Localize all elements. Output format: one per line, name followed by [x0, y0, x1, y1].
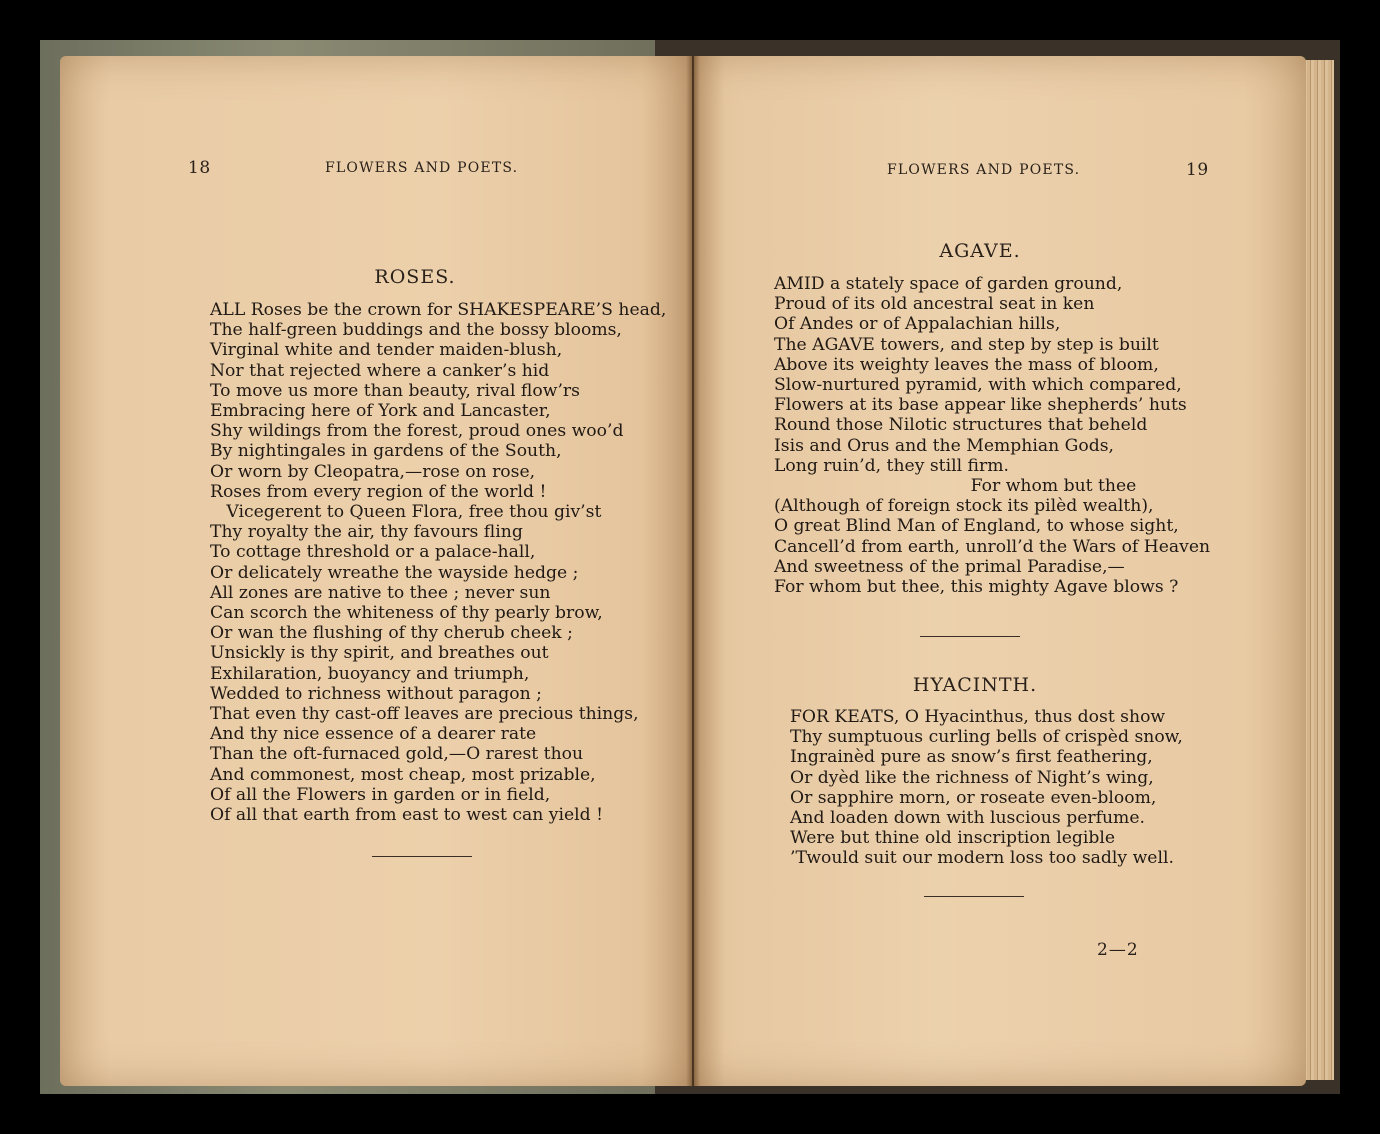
agave-line: Proud of its old ancestral seat in ken	[774, 294, 1095, 315]
roses-line: To move us more than beauty, rival flow’rs	[210, 380, 580, 401]
roses-line: Or delicately wreathe the wayside hedge ;	[210, 562, 579, 583]
hyacinth-line: Ingrainèd pure as snow’s first feathering,	[790, 747, 1153, 768]
roses-line: Can scorch the whiteness of thy pearly brow,	[210, 603, 603, 624]
roses-line: Or wan the flushing of thy cherub cheek ;	[210, 623, 573, 644]
roses-poem	[210, 300, 666, 825]
roses-line: Vicegerent to Queen Flora, free thou giv’st	[210, 502, 602, 523]
printer-signature: 2—2	[1097, 940, 1139, 960]
roses-line: That even thy cast-off leaves are precious things,	[210, 704, 639, 725]
agave-line: Cancell’d from earth, unroll’d the Wars of Heaven	[774, 536, 1211, 557]
agave-line: For whom but thee	[774, 476, 1137, 497]
hyacinth-title: HYACINTH.	[912, 674, 1038, 696]
roses-line: And commonest, most cheap, most prizable,	[210, 764, 596, 785]
hyacinth-line: Thy sumptuous curling bells of crispèd snow,	[790, 727, 1183, 748]
hyacinth-line: FOR KEATS, O Hyacinthus, thus dost show	[790, 707, 1166, 727]
right-section-rule-1	[920, 636, 1020, 637]
hyacinth-line: And loaden down with luscious perfume.	[790, 808, 1145, 829]
roses-title: ROSES.	[374, 266, 456, 288]
agave-line: For whom but thee, this mighty Agave blows ?	[774, 577, 1179, 598]
roses-line: Of all that earth from east to west can yield !	[210, 805, 604, 826]
roses-line: And thy nice essence of a dearer rate	[210, 724, 537, 745]
right-section-rule-2	[924, 896, 1024, 897]
roses-line: Or worn by Cleopatra,—rose on rose,	[210, 461, 536, 482]
roses-line: By nightingales in gardens of the South,	[210, 441, 562, 462]
agave-line: Of Andes or of Appalachian hills,	[774, 314, 1061, 335]
roses-line: Shy wildings from the forest, proud ones woo’d	[210, 421, 624, 442]
agave-line: Above its weighty leaves the mass of bloom,	[774, 354, 1159, 375]
roses-line: Wedded to richness without paragon ;	[210, 683, 542, 704]
hyacinth-line: Or dyèd like the richness of Night’s wing,	[790, 767, 1154, 788]
roses-line: The half-green buddings and the bossy blooms,	[210, 320, 622, 341]
roses-line: All zones are native to thee ; never sun	[210, 582, 551, 603]
agave-line: AMID a stately space of garden ground,	[774, 274, 1123, 294]
hyacinth-line: Were but thine old inscription legible	[790, 828, 1116, 849]
book-gutter	[686, 56, 700, 1086]
agave-line: Long ruin’d, they still firm.	[774, 455, 1009, 476]
hyacinth-line: Or sapphire morn, or roseate even-bloom,	[790, 787, 1157, 808]
right-running-head: FLOWERS AND POETS.	[887, 162, 1081, 178]
agave-line: Slow-nurtured pyramid, with which compared,	[774, 375, 1182, 396]
roses-line: To cottage threshold or a palace-hall,	[210, 542, 536, 563]
roses-line: Of all the Flowers in garden or in field,	[210, 784, 551, 805]
hyacinth-poem	[790, 707, 1183, 869]
roses-line: Nor that rejected where a canker’s hid	[210, 360, 550, 381]
agave-line: Isis and Orus and the Memphian Gods,	[774, 435, 1115, 456]
right-page-number: 19	[1186, 160, 1209, 180]
left-running-head: FLOWERS AND POETS.	[325, 160, 519, 176]
agave-line: And sweetness of the primal Paradise,—	[774, 556, 1125, 577]
agave-line: Round those Nilotic structures that beheld	[774, 415, 1148, 436]
roses-line: Thy royalty the air, thy favours fling	[210, 522, 523, 543]
agave-line: O great Blind Man of England, to whose sight,	[774, 516, 1179, 537]
hyacinth-line: ’Twould suit our modern loss too sadly well.	[790, 848, 1174, 869]
roses-line: Embracing here of York and Lancaster,	[210, 401, 551, 422]
roses-line: Exhilaration, buoyancy and triumph,	[210, 663, 530, 684]
roses-line: Virginal white and tender maiden-blush,	[210, 340, 563, 361]
roses-line: Roses from every region of the world !	[210, 481, 547, 502]
roses-line: ALL Roses be the crown for SHAKESPEARE’S head,	[210, 300, 667, 320]
left-page-number: 18	[188, 158, 211, 178]
left-section-rule	[372, 856, 472, 857]
agave-line: Flowers at its base appear like shepherds’ huts	[774, 395, 1187, 416]
agave-title: AGAVE.	[939, 240, 1021, 262]
roses-line: Unsickly is thy spirit, and breathes out	[210, 643, 549, 664]
agave-poem	[774, 274, 1210, 597]
roses-line: Than the oft-furnaced gold,—O rarest thou	[210, 744, 584, 765]
agave-line: The AGAVE towers, and step by step is built	[774, 334, 1159, 355]
agave-line: (Although of foreign stock its pilèd wealth),	[774, 496, 1154, 517]
